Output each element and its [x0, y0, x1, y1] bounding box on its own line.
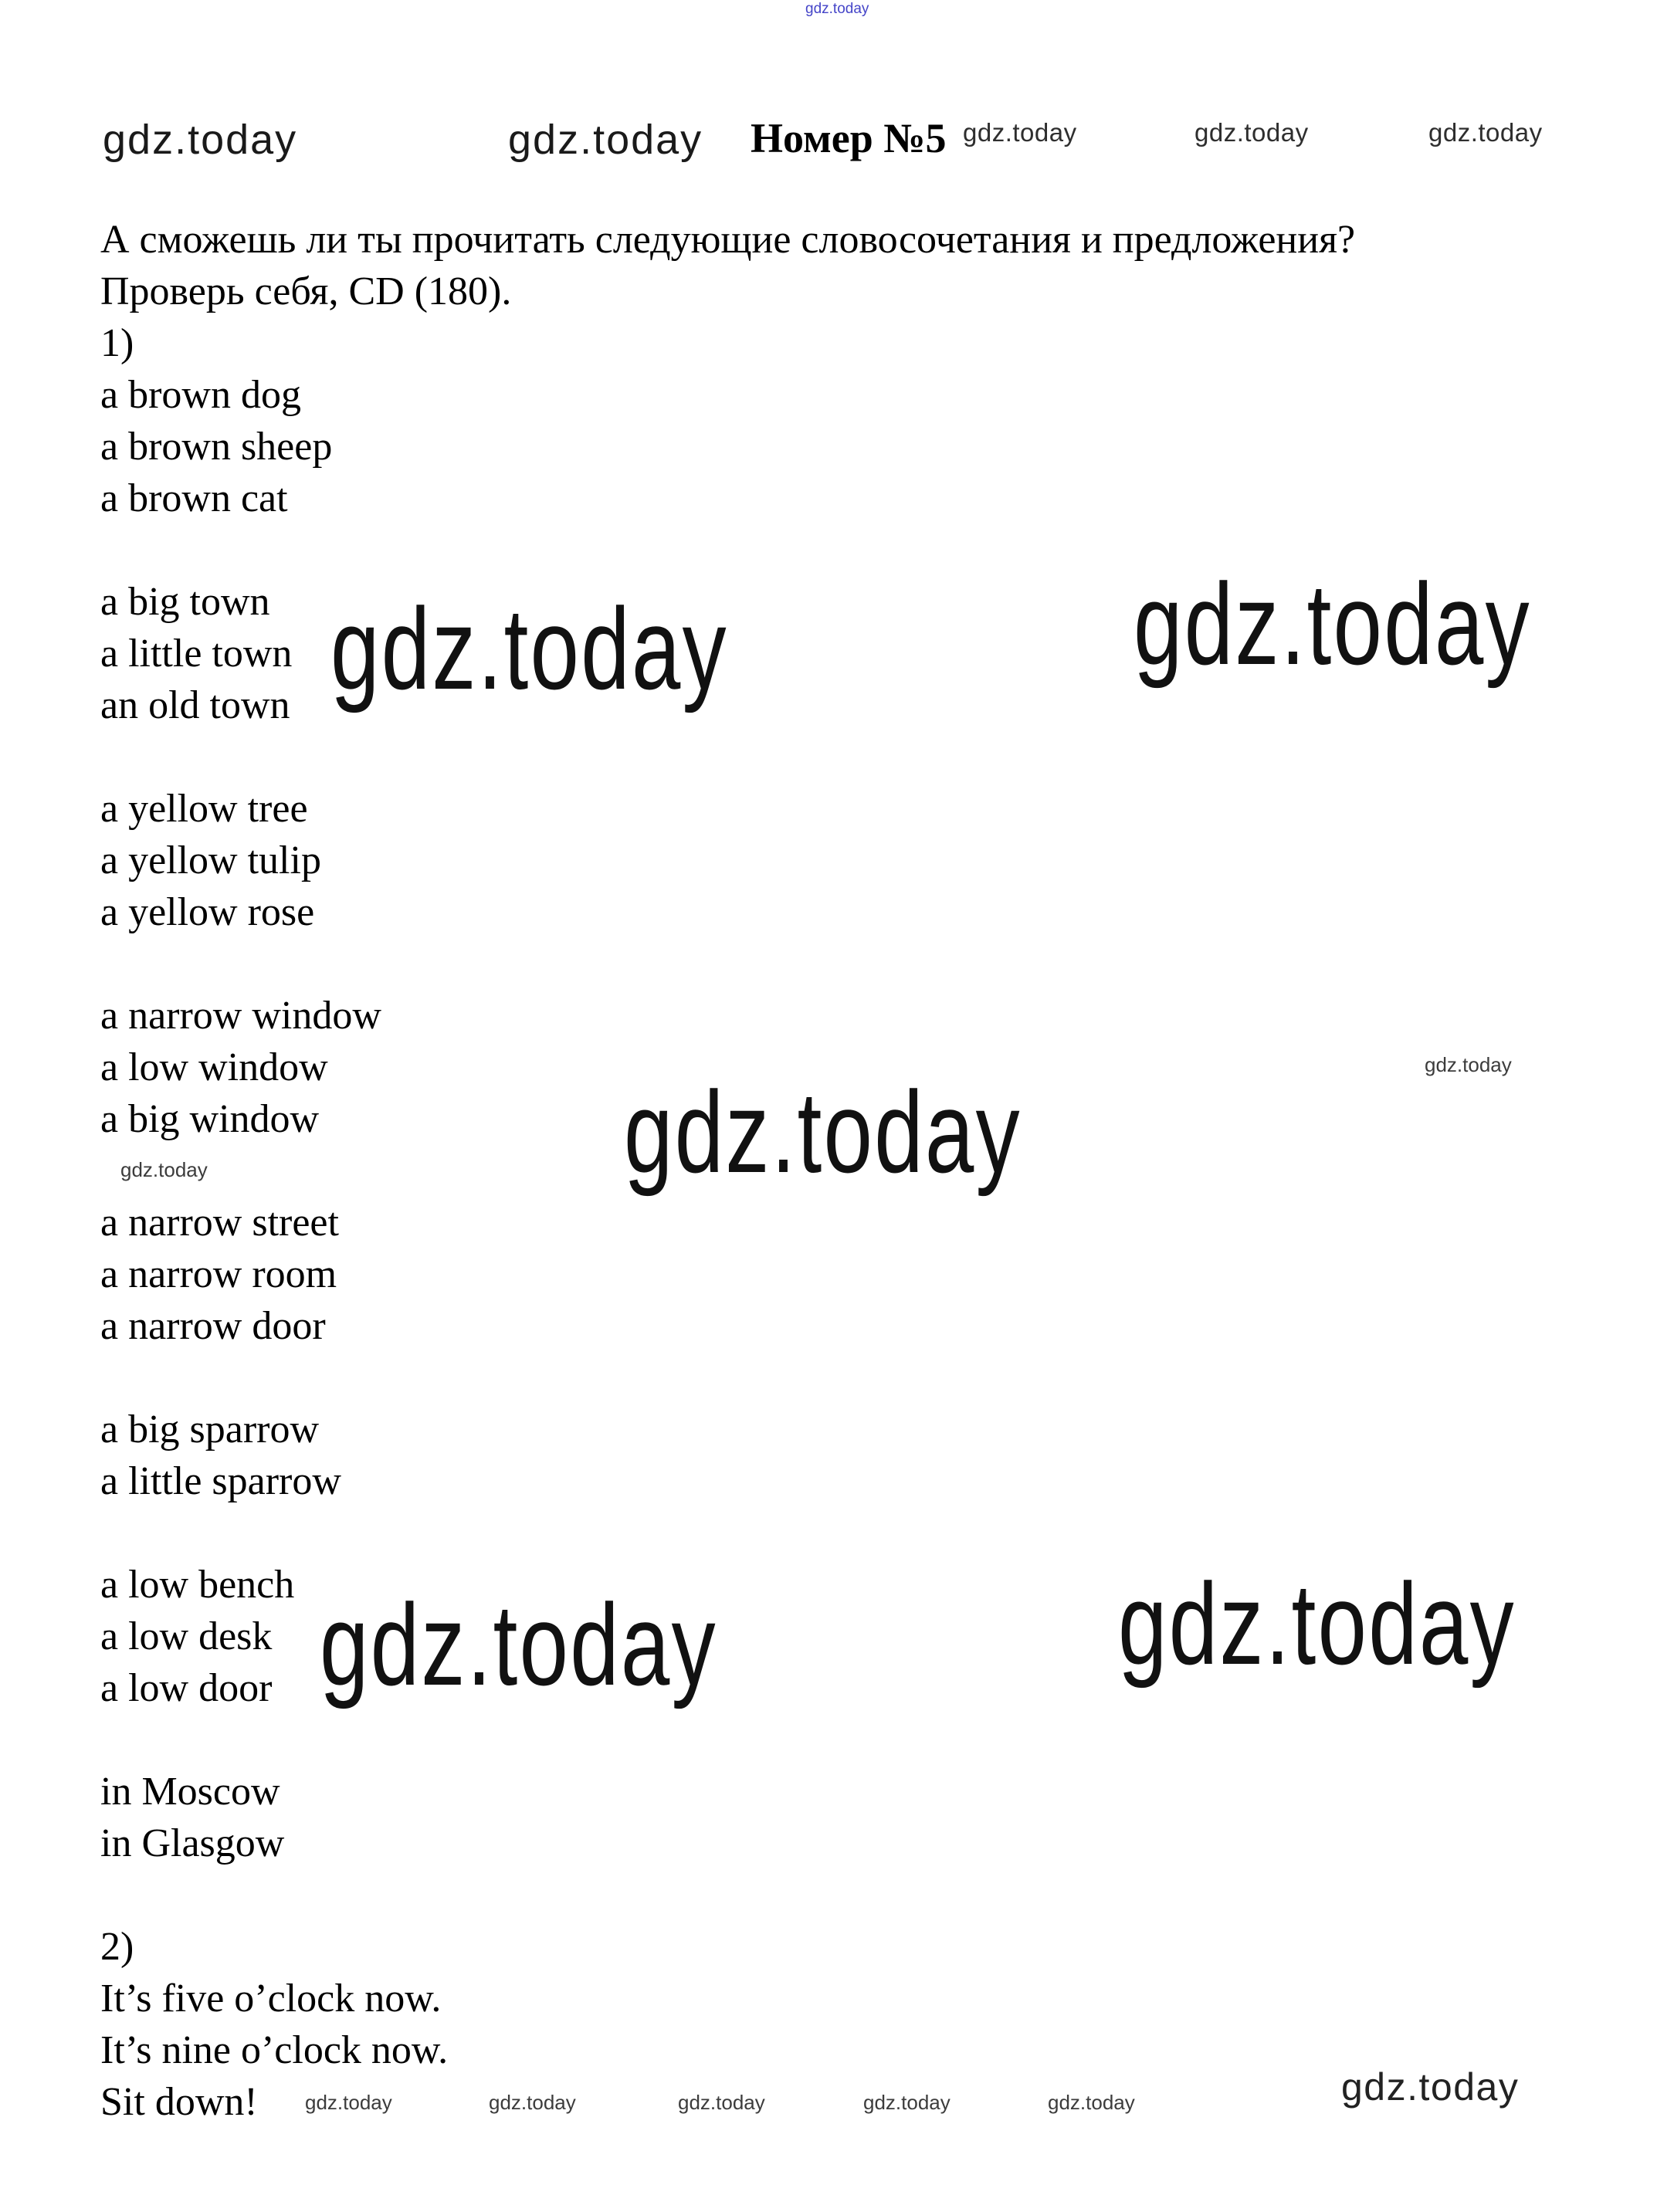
watermark-gdz-bottom-4: gdz.today	[863, 2091, 951, 2114]
text-line: a low window	[100, 1045, 328, 1089]
text-line: a narrow room	[100, 1252, 337, 1296]
watermark-gdz-small-right: gdz.today	[1425, 1053, 1512, 1076]
text-line: It’s nine o’clock now.	[100, 2028, 449, 2072]
text-line: a narrow window	[100, 994, 381, 1038]
watermark-gdz-large-5: gdz.today	[1118, 1559, 1516, 1689]
text-line: a narrow door	[100, 1304, 326, 1348]
text-line: a yellow tulip	[100, 838, 321, 882]
text-line: Проверь себя, CD (180).	[100, 269, 512, 313]
watermark-gdz-bottom-2: gdz.today	[489, 2091, 576, 2114]
text-line: a low door	[100, 1666, 273, 1710]
text-line: А сможешь ли ты прочитать следующие словосочетания и предложения?	[100, 218, 1356, 262]
blank-line	[100, 731, 1668, 783]
blank-line	[100, 1352, 1668, 1404]
watermark-gdz-top: gdz.today	[805, 1, 869, 17]
watermark-gdz-bottom-right: gdz.today	[1341, 2065, 1520, 2109]
watermark-gdz-header-1: gdz.today	[103, 117, 298, 163]
text-line: an old town	[100, 683, 290, 727]
text-line: a narrow street	[100, 1201, 339, 1245]
watermark-gdz-small-left: gdz.today	[120, 1158, 208, 1181]
watermark-gdz-large-2: gdz.today	[1134, 559, 1531, 689]
text-line: a big town	[100, 580, 270, 624]
watermark-gdz-header-2: gdz.today	[508, 117, 703, 163]
watermark-gdz-header-5: gdz.today	[1428, 118, 1543, 147]
blank-line	[100, 1714, 1668, 1766]
text-line: a brown sheep	[100, 425, 333, 469]
text-line: a low bench	[100, 1563, 295, 1607]
watermark-gdz-large-1: gdz.today	[330, 584, 728, 713]
text-line: Sit down!	[100, 2080, 258, 2124]
watermark-gdz-header-4: gdz.today	[1195, 118, 1309, 147]
text-line: It’s five o’clock now.	[100, 1977, 442, 2021]
text-line: a yellow tree	[100, 787, 308, 831]
text-line: in Glasgow	[100, 1821, 285, 1865]
watermark-gdz-large-3: gdz.today	[624, 1067, 1022, 1197]
page-title: Номер №5	[751, 115, 947, 161]
text-line: a brown dog	[100, 373, 301, 417]
blank-line	[100, 1507, 1668, 1559]
text-line: a big sparrow	[100, 1407, 320, 1452]
text-line: a little sparrow	[100, 1459, 341, 1503]
text-line: a big window	[100, 1097, 320, 1141]
watermark-gdz-bottom-1: gdz.today	[305, 2091, 392, 2114]
text-line: a low desk	[100, 1614, 273, 1658]
text-line: 2)	[100, 1925, 134, 1969]
blank-line	[100, 1869, 1668, 1921]
watermark-gdz-large-4: gdz.today	[320, 1580, 717, 1709]
watermark-gdz-header-3: gdz.today	[963, 118, 1077, 147]
watermark-gdz-bottom-3: gdz.today	[678, 2091, 765, 2114]
text-line: a brown cat	[100, 476, 288, 520]
text-line: a little town	[100, 632, 293, 676]
text-line: a yellow rose	[100, 890, 315, 934]
blank-line	[100, 938, 1668, 990]
text-line: 1)	[100, 321, 134, 365]
text-line: in Moscow	[100, 1770, 280, 1814]
watermark-gdz-bottom-5: gdz.today	[1048, 2091, 1135, 2114]
